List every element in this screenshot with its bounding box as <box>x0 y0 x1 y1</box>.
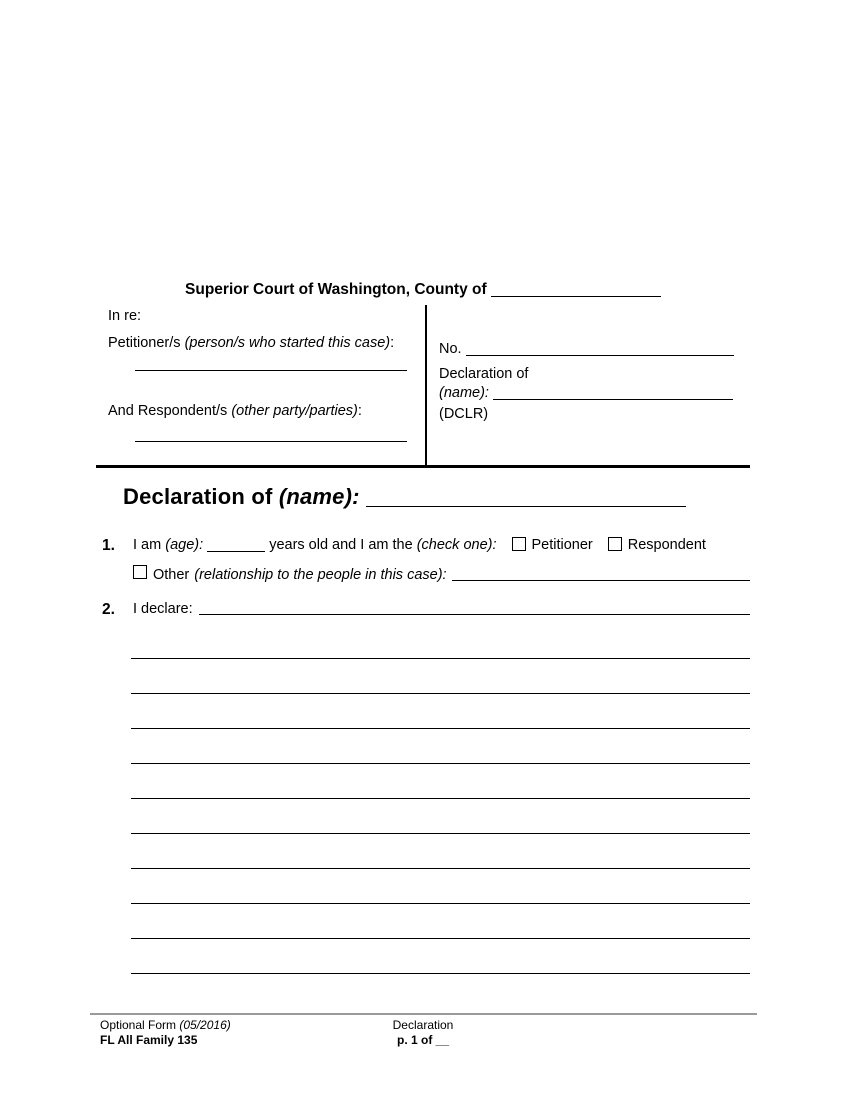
other-checkbox-label: Other <box>153 567 190 583</box>
item-2-number: 2. <box>102 601 115 618</box>
caption-declaration-of-label: Declaration of <box>439 366 529 382</box>
county-input[interactable] <box>491 295 661 297</box>
item-2 <box>102 601 750 618</box>
respondent-checkbox-label: Respondent <box>627 537 706 553</box>
petitioner-label: Petitioner/s <box>108 335 181 351</box>
age-hint: (age): <box>165 537 204 553</box>
petitioner-colon: : <box>390 335 395 351</box>
respondent-label: And Respondent/s <box>108 403 228 419</box>
other-checkbox[interactable] <box>133 565 147 579</box>
item-1 <box>102 537 750 584</box>
respondent-label-line <box>108 403 362 420</box>
court-header-title: Superior Court of Washington, County of <box>185 281 487 298</box>
respondent-name-input[interactable] <box>135 441 407 442</box>
caption-right-column <box>425 305 750 465</box>
relationship-input[interactable] <box>452 580 750 581</box>
declaration-text-input[interactable] <box>199 614 750 615</box>
check-one-hint: (check one): <box>416 537 497 553</box>
relationship-hint: (relationship to the people in this case): <box>194 567 447 583</box>
case-number-line <box>439 341 734 358</box>
declaration-lines <box>131 658 750 1010</box>
i-declare-label: I declare: <box>133 601 193 617</box>
footer-form-name: Optional Form <box>100 1018 177 1032</box>
petitioner-checkbox-label: Petitioner <box>531 537 593 553</box>
item-1-row-2 <box>133 565 750 584</box>
caption-name-hint: (name): <box>439 385 489 401</box>
footer-form-date: (05/2016) <box>179 1018 231 1032</box>
respondent-colon: : <box>357 403 362 419</box>
item-1-number: 1. <box>102 537 115 554</box>
case-number-input[interactable] <box>466 354 734 356</box>
footer-divider <box>90 1013 757 1015</box>
caption-name-line <box>439 385 733 402</box>
caption-left-column <box>96 305 425 465</box>
petitioner-hint: (person/s who started this case) <box>184 335 391 351</box>
page-title-text: Declaration of <box>123 484 273 509</box>
petitioner-name-input[interactable] <box>135 370 407 371</box>
footer-doc-info <box>96 1018 750 1047</box>
item-2-row <box>133 601 750 618</box>
declaration-blank-line[interactable] <box>131 658 750 659</box>
footer-page-number: p. 1 of __ <box>396 1032 449 1047</box>
page-title-name-hint: (name): <box>278 484 360 509</box>
declaration-blank-line[interactable] <box>131 763 750 764</box>
age-input[interactable] <box>207 550 265 552</box>
footer-doc-name: Declaration <box>392 1018 454 1032</box>
declaration-blank-line[interactable] <box>131 798 750 799</box>
respondent-checkbox[interactable] <box>608 537 622 551</box>
footer-form-number: FL All Family 135 <box>100 1032 198 1047</box>
court-header <box>96 281 750 299</box>
i-am-text: I am <box>133 537 162 553</box>
declaration-blank-line[interactable] <box>131 973 750 974</box>
declaration-blank-line[interactable] <box>131 903 750 904</box>
declaration-blank-line[interactable] <box>131 728 750 729</box>
in-re-label: In re: <box>108 308 142 324</box>
declaration-blank-line[interactable] <box>131 833 750 834</box>
case-caption <box>96 305 750 468</box>
page-title <box>123 484 686 510</box>
petitioner-checkbox[interactable] <box>512 537 526 551</box>
title-name-input[interactable] <box>366 505 686 507</box>
years-old-text: years old and I am the <box>269 537 413 553</box>
item-1-row-1 <box>133 537 750 554</box>
petitioner-label-line <box>108 335 394 352</box>
respondent-hint: (other party/parties) <box>231 403 358 419</box>
case-number-label: No. <box>439 341 462 357</box>
declaration-blank-line[interactable] <box>131 693 750 694</box>
declaration-blank-line[interactable] <box>131 868 750 869</box>
caption-name-input[interactable] <box>493 398 733 400</box>
form-code-label: (DCLR) <box>439 406 489 422</box>
declaration-blank-line[interactable] <box>131 938 750 939</box>
